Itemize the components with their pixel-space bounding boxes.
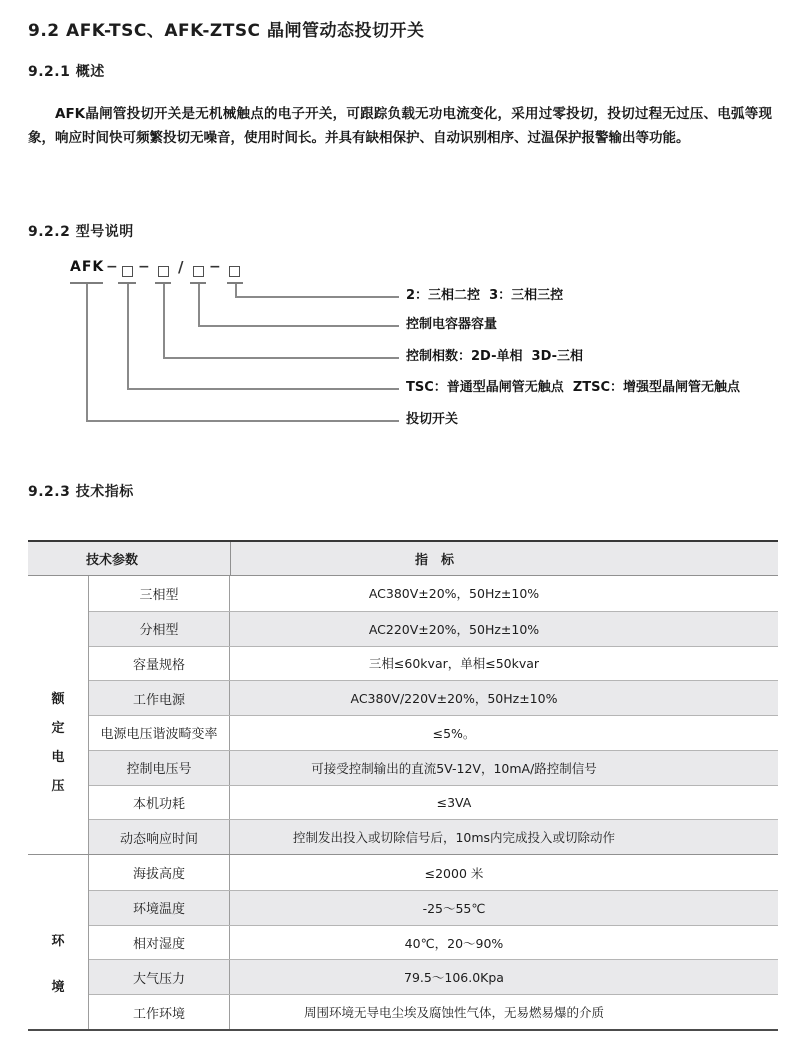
callout-line: [163, 357, 399, 359]
model-code-box: [229, 266, 240, 277]
branch-label: 控制电容器容量: [406, 317, 498, 332]
overview-paragraph: AFK晶闸管投切开关是无机械触点的电子开关，可跟踪负载无功电流变化，采用过零投切，投切过程无过压、电弧等现象，响应时间快可频繁投切无噪音，使用时间长。并具有缺相保护、自动识别相序、过温保护报警输出等功能。: [28, 106, 772, 146]
model-code-box: [193, 266, 204, 277]
group-label-cell: [28, 576, 88, 854]
specs-heading: 9.2.3 技术指标: [28, 484, 134, 500]
overview-heading: 9.2.1 概述: [28, 64, 105, 80]
table-row: [89, 890, 778, 925]
table-row: [89, 715, 778, 750]
group-label: 额 定 电 压: [51, 692, 65, 795]
model-prefix: AFK: [70, 259, 105, 275]
column-header-value: 指 标: [230, 542, 778, 575]
table-row: [89, 646, 778, 681]
group-rows: [88, 855, 778, 1029]
value-cell: 可接受控制输出的直流5V-12V，10mA/路控制信号: [311, 760, 597, 776]
param-cell: 三相型: [89, 576, 230, 611]
branch-label: 控制相数：2D-单相 3D-三相: [406, 349, 583, 364]
param-cell: 电源电压谐波畸变率: [89, 716, 230, 750]
value-cell: AC380V±20%，50Hz±10%: [368, 586, 540, 602]
table-row: [89, 959, 778, 994]
table-row: [89, 785, 778, 820]
group-label: 环 境: [51, 934, 65, 996]
callout-line: [198, 284, 200, 325]
param-cell: 工作电源: [89, 681, 230, 715]
specs-table: [28, 540, 778, 1031]
param-cell: 容量规格: [89, 647, 230, 681]
param-cell: 分相型: [89, 612, 230, 646]
callout-line: [127, 284, 129, 388]
table-row: [89, 611, 778, 646]
value-cell: ≤3VA: [436, 794, 472, 810]
table-row: [89, 576, 778, 611]
callout-line: [163, 284, 165, 357]
model-slash: /: [178, 258, 184, 276]
param-cell: 控制电压号: [89, 751, 230, 785]
callout-line: [235, 284, 237, 296]
model-dash: −: [138, 259, 150, 275]
model-code-box: [158, 266, 169, 277]
table-row: [89, 925, 778, 960]
param-cell: 本机功耗: [89, 786, 230, 820]
param-cell: 动态响应时间: [89, 820, 230, 854]
branch-label: 投切开关: [406, 412, 459, 427]
callout-line: [127, 388, 399, 390]
group-rows: [88, 576, 778, 854]
value-cell: -25～55℃: [422, 900, 486, 916]
value-cell: 40℃，20～90%: [404, 935, 504, 951]
value-cell: AC380V/220V±20%，50Hz±10%: [350, 691, 558, 707]
param-cell: 环境温度: [89, 891, 230, 925]
branch-label: TSC：普通型晶闸管无触点 ZTSC：增强型晶闸管无触点: [406, 380, 741, 395]
callout-line: [86, 420, 399, 422]
model-code-box: [122, 266, 133, 277]
group-label-cell: [28, 855, 88, 1029]
table-row: [89, 819, 778, 854]
callout-line: [198, 325, 399, 327]
value-cell: 三相≤60kvar，单相≤50kvar: [368, 656, 540, 672]
table-row: [89, 680, 778, 715]
group-environment: [28, 855, 778, 1029]
column-header-parameter: 技术参数: [85, 553, 138, 568]
value-cell: 周围环境无导电尘埃及腐蚀性气体，无易燃易爆的介质: [303, 1005, 604, 1021]
param-cell: 大气压力: [89, 960, 230, 994]
model-heading: 9.2.2 型号说明: [28, 224, 134, 240]
table-header-row: [28, 542, 778, 576]
value-cell: 79.5～106.0Kpa: [404, 970, 504, 986]
param-cell: 海拔高度: [89, 855, 230, 890]
value-cell: ≤2000 米: [424, 865, 484, 881]
model-code-diagram: [0, 255, 800, 440]
branch-label: 2：三相二控 3：三相三控: [406, 288, 564, 303]
table-row: [89, 855, 778, 890]
group-rated-voltage: [28, 576, 778, 855]
model-dash: −: [209, 259, 221, 275]
table-row: [89, 750, 778, 785]
callout-line: [235, 296, 399, 298]
model-dash: −: [106, 259, 118, 275]
param-cell: 工作环境: [89, 995, 230, 1029]
param-cell: 相对湿度: [89, 926, 230, 960]
callout-line: [86, 284, 88, 420]
value-cell: ≤5%。: [432, 725, 476, 741]
value-cell: 控制发出投入或切除信号后，10ms内完成投入或切除动作: [292, 830, 616, 846]
section-title: 9.2 AFK-TSC、AFK-ZTSC 晶闸管动态投切开关: [28, 21, 425, 41]
value-cell: AC220V±20%，50Hz±10%: [368, 621, 540, 637]
table-row: [89, 994, 778, 1029]
